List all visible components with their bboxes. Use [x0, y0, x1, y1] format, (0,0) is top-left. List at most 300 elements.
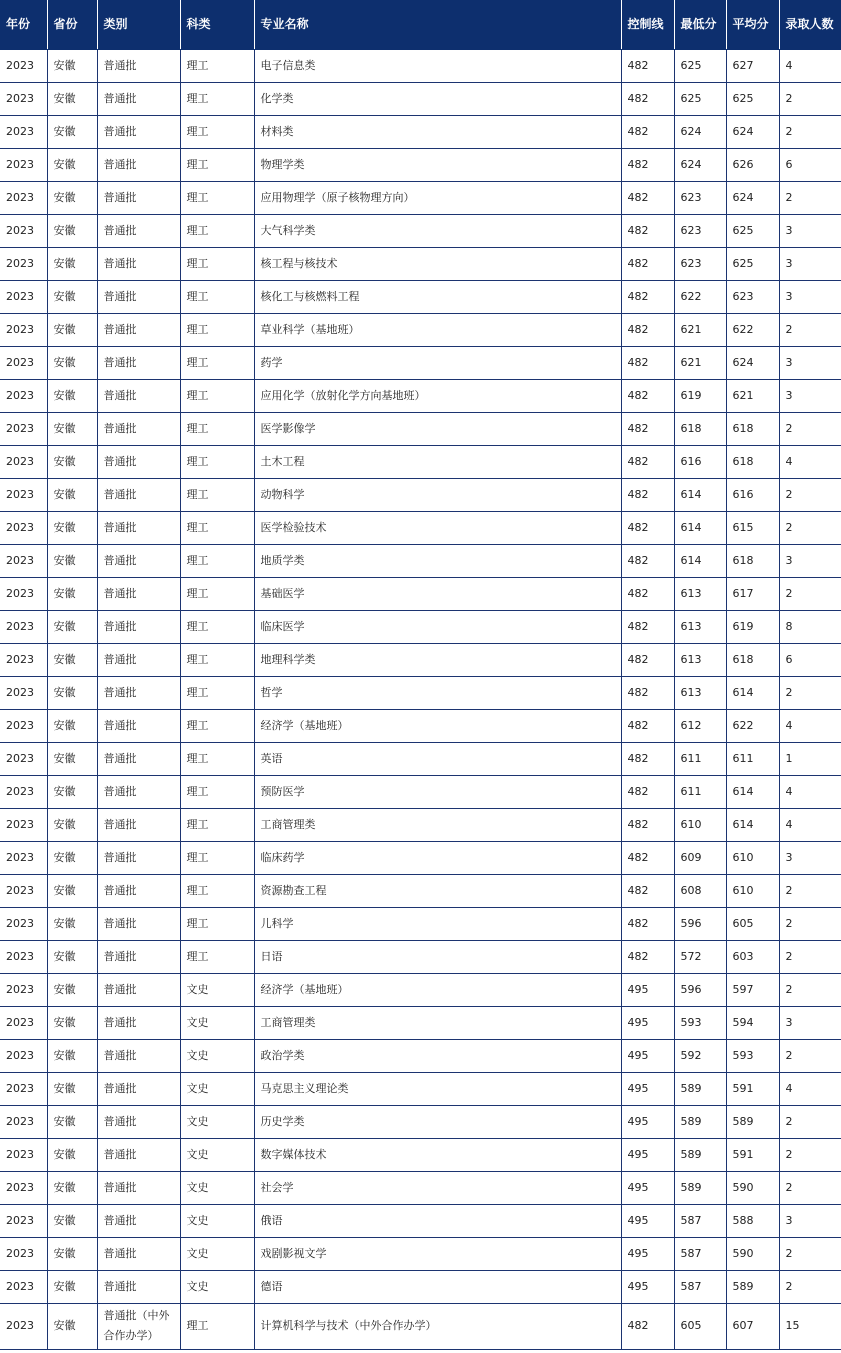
- cell-year: 2023: [0, 643, 47, 676]
- cell-min-score: 612: [674, 709, 726, 742]
- cell-avg-score: 618: [726, 412, 779, 445]
- cell-admitted-count: 8: [779, 610, 841, 643]
- cell-min-score: 613: [674, 643, 726, 676]
- cell-province: 安徽: [47, 181, 97, 214]
- cell-year: 2023: [0, 1303, 47, 1349]
- cell-subject-type: 文史: [180, 1006, 254, 1039]
- cell-avg-score: 607: [726, 1303, 779, 1349]
- cell-control-line: 482: [621, 148, 674, 181]
- cell-control-line: 495: [621, 1204, 674, 1237]
- cell-avg-score: 625: [726, 82, 779, 115]
- cell-admitted-count: 2: [779, 115, 841, 148]
- cell-major-name: 地质学类: [254, 544, 621, 577]
- cell-control-line: 495: [621, 1171, 674, 1204]
- cell-avg-score: 594: [726, 1006, 779, 1039]
- cell-subject-type: 理工: [180, 907, 254, 940]
- cell-avg-score: 614: [726, 808, 779, 841]
- table-row: [0, 1072, 841, 1105]
- cell-subject-type: 理工: [180, 808, 254, 841]
- cell-province: 安徽: [47, 775, 97, 808]
- cell-subject-type: 理工: [180, 643, 254, 676]
- cell-subject-type: 理工: [180, 412, 254, 445]
- cell-year: 2023: [0, 610, 47, 643]
- cell-admitted-count: 4: [779, 775, 841, 808]
- header-avg-score: 平均分: [726, 0, 779, 49]
- cell-major-name: 基础医学: [254, 577, 621, 610]
- cell-admitted-count: 2: [779, 907, 841, 940]
- cell-year: 2023: [0, 181, 47, 214]
- cell-major-name: 应用物理学（原子核物理方向）: [254, 181, 621, 214]
- cell-control-line: 482: [621, 511, 674, 544]
- cell-province: 安徽: [47, 280, 97, 313]
- cell-control-line: 482: [621, 313, 674, 346]
- table-row: [0, 445, 841, 478]
- cell-major-name: 草业科学（基地班）: [254, 313, 621, 346]
- cell-batch: 普通批: [97, 874, 180, 907]
- cell-major-name: 日语: [254, 940, 621, 973]
- cell-province: 安徽: [47, 379, 97, 412]
- cell-min-score: 587: [674, 1237, 726, 1270]
- cell-province: 安徽: [47, 313, 97, 346]
- table-row: [0, 82, 841, 115]
- cell-avg-score: 619: [726, 610, 779, 643]
- cell-min-score: 623: [674, 181, 726, 214]
- table-body: [0, 49, 841, 1349]
- cell-admitted-count: 3: [779, 379, 841, 412]
- cell-year: 2023: [0, 1204, 47, 1237]
- cell-batch: 普通批: [97, 808, 180, 841]
- cell-admitted-count: 6: [779, 148, 841, 181]
- cell-year: 2023: [0, 709, 47, 742]
- cell-batch: 普通批: [97, 82, 180, 115]
- cell-admitted-count: 4: [779, 445, 841, 478]
- cell-subject-type: 理工: [180, 148, 254, 181]
- cell-min-score: 614: [674, 511, 726, 544]
- cell-province: 安徽: [47, 1270, 97, 1303]
- cell-admitted-count: 2: [779, 1138, 841, 1171]
- cell-subject-type: 理工: [180, 940, 254, 973]
- cell-subject-type: 理工: [180, 709, 254, 742]
- cell-avg-score: 590: [726, 1171, 779, 1204]
- cell-province: 安徽: [47, 478, 97, 511]
- header-batch: 类别: [97, 0, 180, 49]
- cell-min-score: 596: [674, 973, 726, 1006]
- cell-province: 安徽: [47, 709, 97, 742]
- cell-admitted-count: 2: [779, 676, 841, 709]
- cell-subject-type: 文史: [180, 1039, 254, 1072]
- cell-subject-type: 理工: [180, 610, 254, 643]
- header-min-score: 最低分: [674, 0, 726, 49]
- cell-batch: 普通批: [97, 742, 180, 775]
- cell-year: 2023: [0, 1105, 47, 1138]
- cell-min-score: 623: [674, 214, 726, 247]
- cell-control-line: 482: [621, 82, 674, 115]
- cell-min-score: 621: [674, 346, 726, 379]
- cell-control-line: 495: [621, 1072, 674, 1105]
- cell-subject-type: 文史: [180, 1105, 254, 1138]
- cell-avg-score: 624: [726, 115, 779, 148]
- table-row: [0, 1138, 841, 1171]
- cell-avg-score: 597: [726, 973, 779, 1006]
- cell-major-name: 大气科学类: [254, 214, 621, 247]
- cell-major-name: 化学类: [254, 82, 621, 115]
- cell-avg-score: 627: [726, 49, 779, 82]
- cell-batch: 普通批: [97, 1138, 180, 1171]
- table-row: [0, 874, 841, 907]
- cell-min-score: 611: [674, 775, 726, 808]
- cell-subject-type: 理工: [180, 115, 254, 148]
- table-row: [0, 181, 841, 214]
- cell-subject-type: 文史: [180, 1204, 254, 1237]
- cell-year: 2023: [0, 775, 47, 808]
- cell-min-score: 619: [674, 379, 726, 412]
- cell-avg-score: 626: [726, 148, 779, 181]
- cell-province: 安徽: [47, 412, 97, 445]
- cell-avg-score: 614: [726, 676, 779, 709]
- cell-major-name: 儿科学: [254, 907, 621, 940]
- cell-province: 安徽: [47, 445, 97, 478]
- cell-batch: 普通批: [97, 1237, 180, 1270]
- cell-control-line: 482: [621, 907, 674, 940]
- table-row: [0, 412, 841, 445]
- cell-major-name: 药学: [254, 346, 621, 379]
- cell-subject-type: 理工: [180, 346, 254, 379]
- table-row: [0, 379, 841, 412]
- header-major-name: 专业名称: [254, 0, 621, 49]
- cell-admitted-count: 2: [779, 82, 841, 115]
- cell-admitted-count: 15: [779, 1303, 841, 1349]
- cell-control-line: 482: [621, 676, 674, 709]
- table-row: [0, 511, 841, 544]
- cell-batch: 普通批: [97, 577, 180, 610]
- cell-control-line: 482: [621, 874, 674, 907]
- cell-batch: 普通批: [97, 214, 180, 247]
- cell-min-score: 587: [674, 1204, 726, 1237]
- table-row: [0, 676, 841, 709]
- cell-batch: 普通批: [97, 412, 180, 445]
- cell-major-name: 医学影像学: [254, 412, 621, 445]
- cell-batch: 普通批: [97, 1072, 180, 1105]
- cell-province: 安徽: [47, 610, 97, 643]
- cell-control-line: 495: [621, 1138, 674, 1171]
- cell-year: 2023: [0, 676, 47, 709]
- cell-subject-type: 理工: [180, 214, 254, 247]
- cell-admitted-count: 2: [779, 874, 841, 907]
- cell-min-score: 572: [674, 940, 726, 973]
- cell-year: 2023: [0, 478, 47, 511]
- cell-min-score: 589: [674, 1171, 726, 1204]
- cell-admitted-count: 3: [779, 1006, 841, 1039]
- cell-admitted-count: 2: [779, 1270, 841, 1303]
- table-row: [0, 940, 841, 973]
- cell-control-line: 482: [621, 445, 674, 478]
- cell-year: 2023: [0, 577, 47, 610]
- cell-year: 2023: [0, 544, 47, 577]
- cell-batch: 普通批: [97, 907, 180, 940]
- cell-batch: 普通批: [97, 511, 180, 544]
- cell-control-line: 482: [621, 709, 674, 742]
- cell-control-line: 482: [621, 742, 674, 775]
- cell-province: 安徽: [47, 643, 97, 676]
- cell-major-name: 数字媒体技术: [254, 1138, 621, 1171]
- cell-batch: 普通批: [97, 676, 180, 709]
- cell-admitted-count: 4: [779, 808, 841, 841]
- cell-avg-score: 591: [726, 1138, 779, 1171]
- cell-control-line: 482: [621, 775, 674, 808]
- cell-batch: 普通批: [97, 1270, 180, 1303]
- cell-admitted-count: 3: [779, 841, 841, 874]
- table-row: [0, 313, 841, 346]
- cell-control-line: 482: [621, 841, 674, 874]
- cell-control-line: 495: [621, 973, 674, 1006]
- cell-year: 2023: [0, 511, 47, 544]
- cell-subject-type: 理工: [180, 577, 254, 610]
- cell-province: 安徽: [47, 841, 97, 874]
- cell-province: 安徽: [47, 940, 97, 973]
- cell-year: 2023: [0, 346, 47, 379]
- cell-min-score: 596: [674, 907, 726, 940]
- cell-year: 2023: [0, 940, 47, 973]
- cell-major-name: 马克思主义理论类: [254, 1072, 621, 1105]
- table-row: [0, 1171, 841, 1204]
- cell-batch: 普通批: [97, 1039, 180, 1072]
- cell-min-score: 587: [674, 1270, 726, 1303]
- header-province: 省份: [47, 0, 97, 49]
- cell-admitted-count: 2: [779, 973, 841, 1006]
- header-year: 年份: [0, 0, 47, 49]
- cell-min-score: 589: [674, 1138, 726, 1171]
- cell-batch: 普通批: [97, 181, 180, 214]
- cell-min-score: 609: [674, 841, 726, 874]
- table-row: [0, 709, 841, 742]
- cell-control-line: 482: [621, 544, 674, 577]
- cell-min-score: 624: [674, 148, 726, 181]
- cell-major-name: 临床医学: [254, 610, 621, 643]
- cell-min-score: 608: [674, 874, 726, 907]
- cell-subject-type: 理工: [180, 280, 254, 313]
- cell-control-line: 482: [621, 280, 674, 313]
- cell-batch: 普通批: [97, 940, 180, 973]
- cell-province: 安徽: [47, 907, 97, 940]
- cell-batch: 普通批: [97, 148, 180, 181]
- cell-batch: 普通批: [97, 1171, 180, 1204]
- table-row: [0, 973, 841, 1006]
- cell-avg-score: 615: [726, 511, 779, 544]
- table-row: [0, 49, 841, 82]
- cell-avg-score: 618: [726, 643, 779, 676]
- cell-province: 安徽: [47, 742, 97, 775]
- cell-control-line: 482: [621, 181, 674, 214]
- cell-batch: 普通批: [97, 313, 180, 346]
- cell-admitted-count: 2: [779, 1105, 841, 1138]
- cell-subject-type: 理工: [180, 445, 254, 478]
- cell-major-name: 俄语: [254, 1204, 621, 1237]
- cell-min-score: 625: [674, 82, 726, 115]
- cell-major-name: 德语: [254, 1270, 621, 1303]
- cell-control-line: 482: [621, 940, 674, 973]
- cell-admitted-count: 3: [779, 346, 841, 379]
- cell-major-name: 经济学（基地班）: [254, 973, 621, 1006]
- cell-control-line: 495: [621, 1270, 674, 1303]
- cell-batch: 普通批: [97, 709, 180, 742]
- cell-year: 2023: [0, 115, 47, 148]
- table-row: [0, 775, 841, 808]
- cell-year: 2023: [0, 379, 47, 412]
- cell-year: 2023: [0, 742, 47, 775]
- cell-major-name: 核化工与核燃料工程: [254, 280, 621, 313]
- cell-year: 2023: [0, 874, 47, 907]
- cell-admitted-count: 3: [779, 1204, 841, 1237]
- cell-avg-score: 610: [726, 874, 779, 907]
- cell-avg-score: 624: [726, 346, 779, 379]
- cell-min-score: 593: [674, 1006, 726, 1039]
- cell-control-line: 482: [621, 610, 674, 643]
- cell-control-line: 482: [621, 478, 674, 511]
- cell-control-line: 495: [621, 1105, 674, 1138]
- cell-province: 安徽: [47, 1171, 97, 1204]
- cell-control-line: 482: [621, 412, 674, 445]
- cell-batch: 普通批: [97, 346, 180, 379]
- cell-min-score: 625: [674, 49, 726, 82]
- cell-admitted-count: 2: [779, 1237, 841, 1270]
- cell-year: 2023: [0, 445, 47, 478]
- cell-avg-score: 611: [726, 742, 779, 775]
- cell-year: 2023: [0, 1006, 47, 1039]
- cell-subject-type: 理工: [180, 775, 254, 808]
- cell-province: 安徽: [47, 1105, 97, 1138]
- cell-min-score: 614: [674, 544, 726, 577]
- cell-admitted-count: 3: [779, 214, 841, 247]
- cell-province: 安徽: [47, 973, 97, 1006]
- cell-year: 2023: [0, 841, 47, 874]
- cell-control-line: 482: [621, 1303, 674, 1349]
- header-control-line: 控制线: [621, 0, 674, 49]
- cell-subject-type: 理工: [180, 379, 254, 412]
- cell-subject-type: 文史: [180, 1270, 254, 1303]
- cell-subject-type: 理工: [180, 247, 254, 280]
- cell-admitted-count: 3: [779, 247, 841, 280]
- cell-year: 2023: [0, 973, 47, 1006]
- cell-avg-score: 622: [726, 709, 779, 742]
- cell-min-score: 618: [674, 412, 726, 445]
- table-row: [0, 115, 841, 148]
- cell-avg-score: 621: [726, 379, 779, 412]
- cell-min-score: 613: [674, 577, 726, 610]
- table-row: [0, 643, 841, 676]
- cell-subject-type: 理工: [180, 544, 254, 577]
- cell-admitted-count: 4: [779, 709, 841, 742]
- cell-control-line: 482: [621, 379, 674, 412]
- cell-batch: 普通批: [97, 1006, 180, 1039]
- cell-subject-type: 文史: [180, 1171, 254, 1204]
- table-row: [0, 841, 841, 874]
- cell-admitted-count: 2: [779, 940, 841, 973]
- cell-batch: 普通批: [97, 643, 180, 676]
- cell-major-name: 地理科学类: [254, 643, 621, 676]
- cell-subject-type: 理工: [180, 841, 254, 874]
- cell-min-score: 589: [674, 1072, 726, 1105]
- cell-year: 2023: [0, 1039, 47, 1072]
- cell-major-name: 物理学类: [254, 148, 621, 181]
- cell-batch: 普通批: [97, 841, 180, 874]
- cell-subject-type: 理工: [180, 478, 254, 511]
- cell-major-name: 经济学（基地班）: [254, 709, 621, 742]
- cell-province: 安徽: [47, 1039, 97, 1072]
- cell-control-line: 482: [621, 214, 674, 247]
- cell-batch: 普通批: [97, 610, 180, 643]
- cell-avg-score: 593: [726, 1039, 779, 1072]
- cell-province: 安徽: [47, 511, 97, 544]
- cell-province: 安徽: [47, 577, 97, 610]
- cell-avg-score: 590: [726, 1237, 779, 1270]
- cell-avg-score: 625: [726, 247, 779, 280]
- cell-control-line: 482: [621, 577, 674, 610]
- cell-avg-score: 588: [726, 1204, 779, 1237]
- cell-batch: 普通批: [97, 973, 180, 1006]
- cell-avg-score: 614: [726, 775, 779, 808]
- table-row: [0, 1237, 841, 1270]
- cell-year: 2023: [0, 247, 47, 280]
- cell-avg-score: 624: [726, 181, 779, 214]
- cell-province: 安徽: [47, 1204, 97, 1237]
- cell-admitted-count: 2: [779, 412, 841, 445]
- cell-batch: 普通批: [97, 775, 180, 808]
- cell-major-name: 计算机科学与技术（中外合作办学）: [254, 1303, 621, 1349]
- cell-year: 2023: [0, 280, 47, 313]
- cell-avg-score: 622: [726, 313, 779, 346]
- cell-year: 2023: [0, 907, 47, 940]
- cell-admitted-count: 4: [779, 49, 841, 82]
- cell-year: 2023: [0, 1270, 47, 1303]
- cell-admitted-count: 4: [779, 1072, 841, 1105]
- cell-admitted-count: 2: [779, 511, 841, 544]
- cell-control-line: 482: [621, 808, 674, 841]
- header-admitted-count: 录取人数: [779, 0, 841, 49]
- table-row: [0, 1303, 841, 1349]
- cell-min-score: 605: [674, 1303, 726, 1349]
- cell-province: 安徽: [47, 247, 97, 280]
- cell-min-score: 622: [674, 280, 726, 313]
- cell-province: 安徽: [47, 1303, 97, 1349]
- cell-major-name: 材料类: [254, 115, 621, 148]
- cell-major-name: 预防医学: [254, 775, 621, 808]
- cell-avg-score: 589: [726, 1105, 779, 1138]
- cell-year: 2023: [0, 1171, 47, 1204]
- cell-batch: 普通批: [97, 478, 180, 511]
- cell-admitted-count: 2: [779, 1039, 841, 1072]
- cell-major-name: 医学检验技术: [254, 511, 621, 544]
- cell-batch: 普通批: [97, 247, 180, 280]
- cell-avg-score: 618: [726, 544, 779, 577]
- cell-min-score: 611: [674, 742, 726, 775]
- cell-major-name: 核工程与核技术: [254, 247, 621, 280]
- cell-control-line: 495: [621, 1006, 674, 1039]
- cell-avg-score: 623: [726, 280, 779, 313]
- cell-control-line: 482: [621, 115, 674, 148]
- cell-avg-score: 605: [726, 907, 779, 940]
- cell-subject-type: 理工: [180, 874, 254, 907]
- cell-province: 安徽: [47, 544, 97, 577]
- cell-admitted-count: 2: [779, 577, 841, 610]
- table-row: [0, 478, 841, 511]
- cell-min-score: 592: [674, 1039, 726, 1072]
- cell-subject-type: 文史: [180, 1237, 254, 1270]
- cell-control-line: 482: [621, 643, 674, 676]
- cell-avg-score: 591: [726, 1072, 779, 1105]
- cell-control-line: 495: [621, 1039, 674, 1072]
- cell-major-name: 哲学: [254, 676, 621, 709]
- cell-province: 安徽: [47, 214, 97, 247]
